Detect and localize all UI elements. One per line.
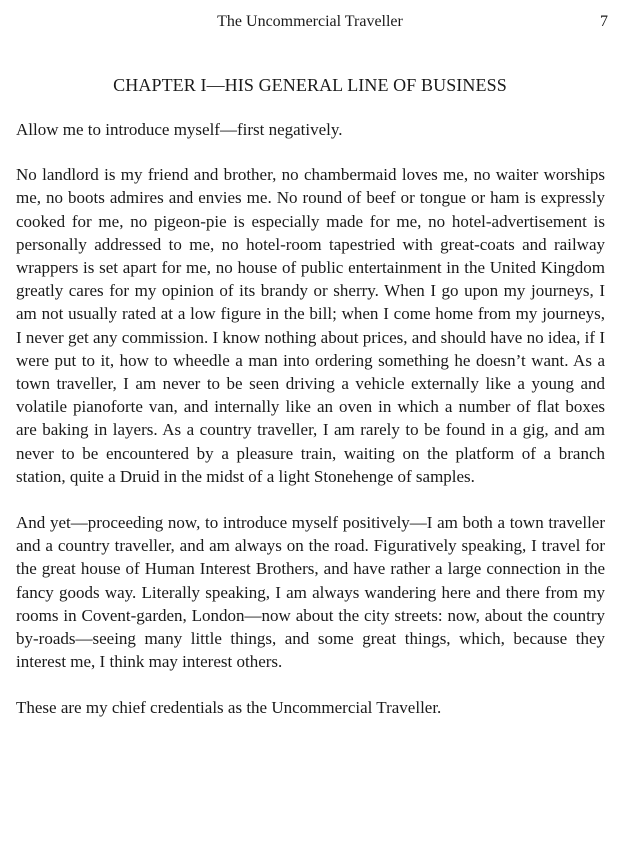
page-number: 7: [600, 13, 608, 30]
paragraph-positive: And yet—proceeding now, to introduce myself positively—I am both a town traveller and a country traveller, and am always on the road. Figuratively speaking, I travel for the great house of Human Interest Brothers, and have rather a large connection in the fancy goods way. Literally speaking, I am always wandering here and there from my rooms in Covent-garden, London—now about the city streets: now, about the country by-roads—seeing many little things, and some great things, which, because they interest me, I think may interest others.: [16, 513, 605, 672]
paragraph-credentials: These are my chief credentials as the Uncommercial Traveller.: [16, 698, 442, 718]
running-title: The Uncommercial Traveller: [217, 13, 403, 30]
paragraph-negative: No landlord is my friend and brother, no chambermaid loves me, no waiter worships me, no boots admires and envies me. No round of beef or tongue or ham is expressly cooked for me, no pigeon-pie is especially made for me, no hotel-advertisement is personally addressed to me, no hotel-room tapestried with great-coats and railway wrappers is set apart for me, no house of public entertainment in the United Kingdom greatly cares for my opinion of its brandy or sherry. When I go upon my journeys, I am not usually rated at a low figure in the bill; when I come home from my journeys, I never get any commission. I know nothing about prices, and should have no idea, if I were put to it, how to wheedle a man into ordering something he doesn’t want. As a town traveller, I am never to be seen driving a vehicle externally like a young and volatile pianoforte van, and internally like an oven in which a number of flat boxes are baking in layers. As a country traveller, I am rarely to be found in a gig, and am never to be encountered by a pleasure train, waiting on the platform of a branch station, quite a Druid in the midst of a light Stonehenge of samples.: [16, 165, 605, 486]
page-header: [0, 10, 620, 34]
body-text: [16, 118, 605, 743]
paragraph-intro: Allow me to introduce myself—first negatively.: [16, 120, 343, 139]
chapter-title: CHAPTER I—HIS GENERAL LINE OF BUSINESS: [113, 75, 507, 95]
